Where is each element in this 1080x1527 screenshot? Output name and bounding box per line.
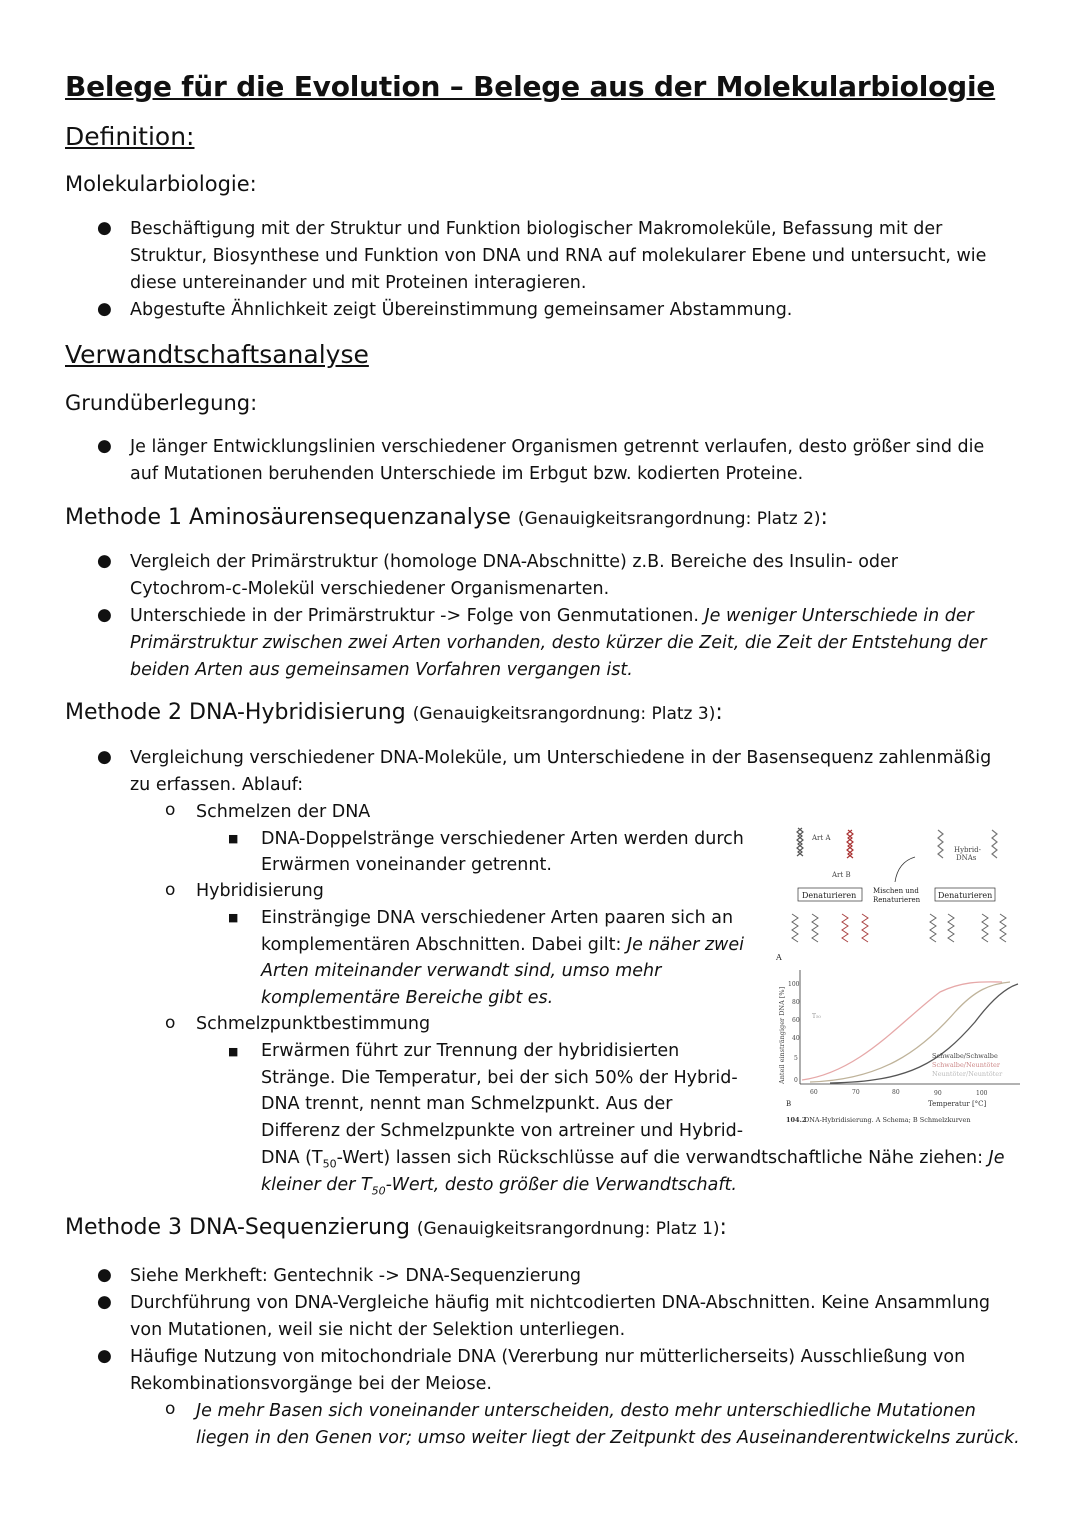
- bullet-dot: ●: [97, 1346, 112, 1366]
- verwandtschaftsanalyse-heading: Verwandtschaftsanalyse: [65, 340, 369, 369]
- single-strands: [792, 914, 1006, 942]
- y-axis-label: Anteil einsträngiger DNA [%]: [778, 986, 786, 1084]
- bullet-dot: ●: [97, 747, 112, 767]
- y-tick-0: 0: [794, 1077, 798, 1084]
- methode-1-bullet-2-line-2: Primärstruktur zwischen zwei Arten vorhanden, desto kürzer die Zeit, die Zeit der Entstehung der: [130, 633, 987, 653]
- label-art-a: Art A: [812, 834, 831, 842]
- methode-3-bullet-3-line-1: Häufige Nutzung von mitochondriale DNA (Vererbung nur mütterlicherseits) Ausschließung von: [130, 1347, 966, 1367]
- bullet-dot: ●: [97, 1292, 112, 1312]
- y-tick-40: 40: [792, 1035, 800, 1042]
- y-tick-100: 100: [788, 981, 800, 988]
- step-1-text-line-2: Erwärmen voneinander getrennt.: [261, 855, 552, 875]
- t50-label: T₅₀: [812, 1013, 821, 1020]
- y-tick-5: 5: [794, 1055, 798, 1062]
- methode-3-bullet-3-line-2: Rekombinationsvorgänge bei der Meiose.: [130, 1374, 492, 1394]
- y-tick-60: 60: [792, 1017, 800, 1024]
- x-tick-100: 100: [976, 1090, 988, 1097]
- dna-strand-art-a: [797, 828, 803, 856]
- x-axis-label: Temperatur [°C]: [928, 1100, 987, 1108]
- step-2-text-line-4: komplementäre Bereiche gibt es.: [261, 988, 554, 1008]
- step-3-text-line-5: DNA $(T_{50}-Wert)$ lassen sich Rückschlüsse auf die verwandtschaftliche Nähe ziehen: Je: [261, 1148, 1005, 1171]
- definition-bullet-2: Abgestufte Ähnlichkeit zeigt Übereinstimmung gemeinsamer Abstammung.: [130, 300, 793, 320]
- methode-3-bullet-2-line-1: Durchführung von DNA-Vergleiche häufig mit nichtcodierten DNA-Abschnitten. Keine Ansammlung: [130, 1293, 991, 1313]
- definition-heading: Definition:: [65, 122, 195, 151]
- bullet-dot: ●: [97, 436, 112, 456]
- step-3-text-line-3: DNA trennt, nennt man Schmelzpunkt. Aus der: [261, 1094, 673, 1114]
- step-2-label: Hybridisierung: [196, 881, 324, 901]
- x-tick-60: 60: [810, 1089, 818, 1096]
- circle-bullet: o: [165, 800, 176, 820]
- methode-1-bullet-2-line-3: beiden Arten aus gemeinsamen Vorfahren vergangen ist.: [130, 660, 633, 680]
- bullet-dot: ●: [97, 551, 112, 571]
- bullet-dot: ●: [97, 1265, 112, 1285]
- methode-2-bullet-line-2: zu erfassen. Ablauf:: [130, 775, 304, 795]
- x-tick-90: 90: [934, 1090, 942, 1097]
- methode-2-bullet-line-1: Vergleichung verschiedener DNA-Moleküle, um Unterschiedene in der Basensequenz zahlenmäßig: [130, 748, 992, 768]
- x-tick-70: 70: [852, 1089, 860, 1096]
- step-2-text-line-2: komplementären Abschnitten. Dabei gilt: Je näher zwei: [261, 935, 745, 955]
- panel-label-b: B: [786, 1100, 792, 1108]
- y-tick-80: 80: [792, 999, 800, 1006]
- methode-1-bullet-1-line-2: Cytochrom-c-Molekül verschiedener Organismenarten.: [130, 579, 610, 599]
- methode-1-bullet-1-line-1: Vergleich der Primärstruktur (homologe DNA-Abschnitte) z.B. Bereiche des Insulin- oder: [130, 552, 898, 572]
- bullet-dot: ●: [97, 218, 112, 238]
- methode-3-heading: Methode 3 DNA-Sequenzierung (Genauigkeitsrangordnung: Platz 1):: [65, 1215, 727, 1240]
- step-1-text-line-1: DNA-Doppelstränge verschiedener Arten werden durch: [261, 829, 744, 849]
- melting-curve-chart: [778, 970, 1020, 1108]
- circle-bullet: o: [165, 1013, 176, 1033]
- step-2-text-line-3: Arten miteinander verwandt sind, umso mehr: [261, 961, 662, 981]
- label-denaturieren-2: Denaturieren: [938, 891, 993, 900]
- circle-bullet: o: [165, 1399, 176, 1419]
- definition-bullet-1-line-3: diese untereinander und mit Proteinen interagieren.: [130, 273, 587, 293]
- bullet-dot: ●: [97, 299, 112, 319]
- label-mischen-1: Mischen und: [873, 887, 919, 895]
- methode-3-sub-line-2: liegen in den Genen vor; umso weiter liegt der Zeitpunkt des Auseinanderentwickelns zurück.: [196, 1428, 1020, 1448]
- legend-1: Schwalbe/Schwalbe: [932, 1052, 998, 1060]
- square-bullet: ■: [228, 1045, 239, 1058]
- methode-3-sub-line-1: Je mehr Basen sich voneinander unterscheiden, desto mehr unterschiedliche Mutationen: [196, 1401, 976, 1421]
- analyse-bullet-line-1: Je länger Entwicklungslinien verschiedener Organismen getrennt verlaufen, desto größer sind die: [130, 437, 985, 457]
- methode-3-bullet-2-line-2: von Mutationen, weil sie nicht der Selektion unterliegen.: [130, 1320, 626, 1340]
- step-3-text-line-2: Stränge. Die Temperatur, bei der sich 50% der Hybrid-: [261, 1068, 738, 1088]
- label-hybrid-1: Hybrid-: [954, 846, 981, 854]
- methode-2-heading: Methode 2 DNA-Hybridisierung (Genauigkeitsrangordnung: Platz 3):: [65, 700, 723, 725]
- dna-hybridization-figure: [770, 822, 1020, 1132]
- caption-text: DNA-Hybridisierung. A Schema; B Schmelzkurven: [804, 1116, 971, 1124]
- x-tick-80: 80: [892, 1089, 900, 1096]
- step-1-label: Schmelzen der DNA: [196, 802, 371, 822]
- step-3-text-line-1: Erwärmen führt zur Trennung der hybridisierten: [261, 1041, 680, 1061]
- legend-2: Schwalbe/Neuntöter: [932, 1061, 1000, 1069]
- step-2-text-line-1: Einsträngige DNA verschiedener Arten paaren sich an: [261, 908, 734, 928]
- analyse-bullet-line-2: auf Mutationen beruhenden Unterschiede im Erbgut bzw. kodierten Proteine.: [130, 464, 804, 484]
- label-hybrid-2: DNAs: [956, 854, 977, 862]
- definition-bullet-1-line-1: Beschäftigung mit der Struktur und Funktion biologischer Makromoleküle, Befassung mit der: [130, 219, 943, 239]
- methode-1-bullet-2-line-1: Unterschiede in der Primärstruktur -> Folge von Genmutationen. Je weniger Unterschiede in der: [130, 606, 974, 626]
- methode-1-heading: Methode 1 Aminosäurensequenzanalyse (Genauigkeitsrangordnung: Platz 2):: [65, 505, 828, 530]
- square-bullet: ■: [228, 832, 239, 845]
- label-mischen-2: Renaturieren: [873, 896, 921, 904]
- dna-strand-art-b: [847, 830, 853, 858]
- label-art-b: Art B: [832, 871, 851, 879]
- circle-bullet: o: [165, 880, 176, 900]
- panel-label-a: A: [776, 953, 782, 962]
- arrow-mix: [895, 857, 915, 882]
- definition-bullet-1-line-2: Struktur, Biosynthese und Funktion von DNA und RNA auf molekularer Ebene und untersucht, wie: [130, 246, 987, 266]
- step-3-text-line-4: Differenz der Schmelzpunkte von artreiner und Hybrid-: [261, 1121, 744, 1141]
- bullet-dot: ●: [97, 605, 112, 625]
- legend-3: Neuntöter/Neuntöter: [932, 1070, 1003, 1078]
- label-denaturieren-1: Denaturieren: [802, 891, 857, 900]
- step-3-text-line-6: kleiner der $T_{50}$-Wert, desto größer die Verwandtschaft.: [261, 1175, 737, 1198]
- step-3-label: Schmelzpunktbestimmung: [196, 1014, 431, 1034]
- caption-number: 104.2: [786, 1116, 807, 1124]
- page-title: Belege für die Evolution – Belege aus der Molekularbiologie: [65, 70, 996, 103]
- square-bullet: ■: [228, 911, 239, 924]
- grundueberlegung-subheading: Grundüberlegung:: [65, 391, 258, 415]
- molekularbiologie-subheading: Molekularbiologie:: [65, 172, 257, 196]
- methode-3-bullet-1: Siehe Merkheft: Gentechnik -> DNA-Sequenzierung: [130, 1266, 582, 1286]
